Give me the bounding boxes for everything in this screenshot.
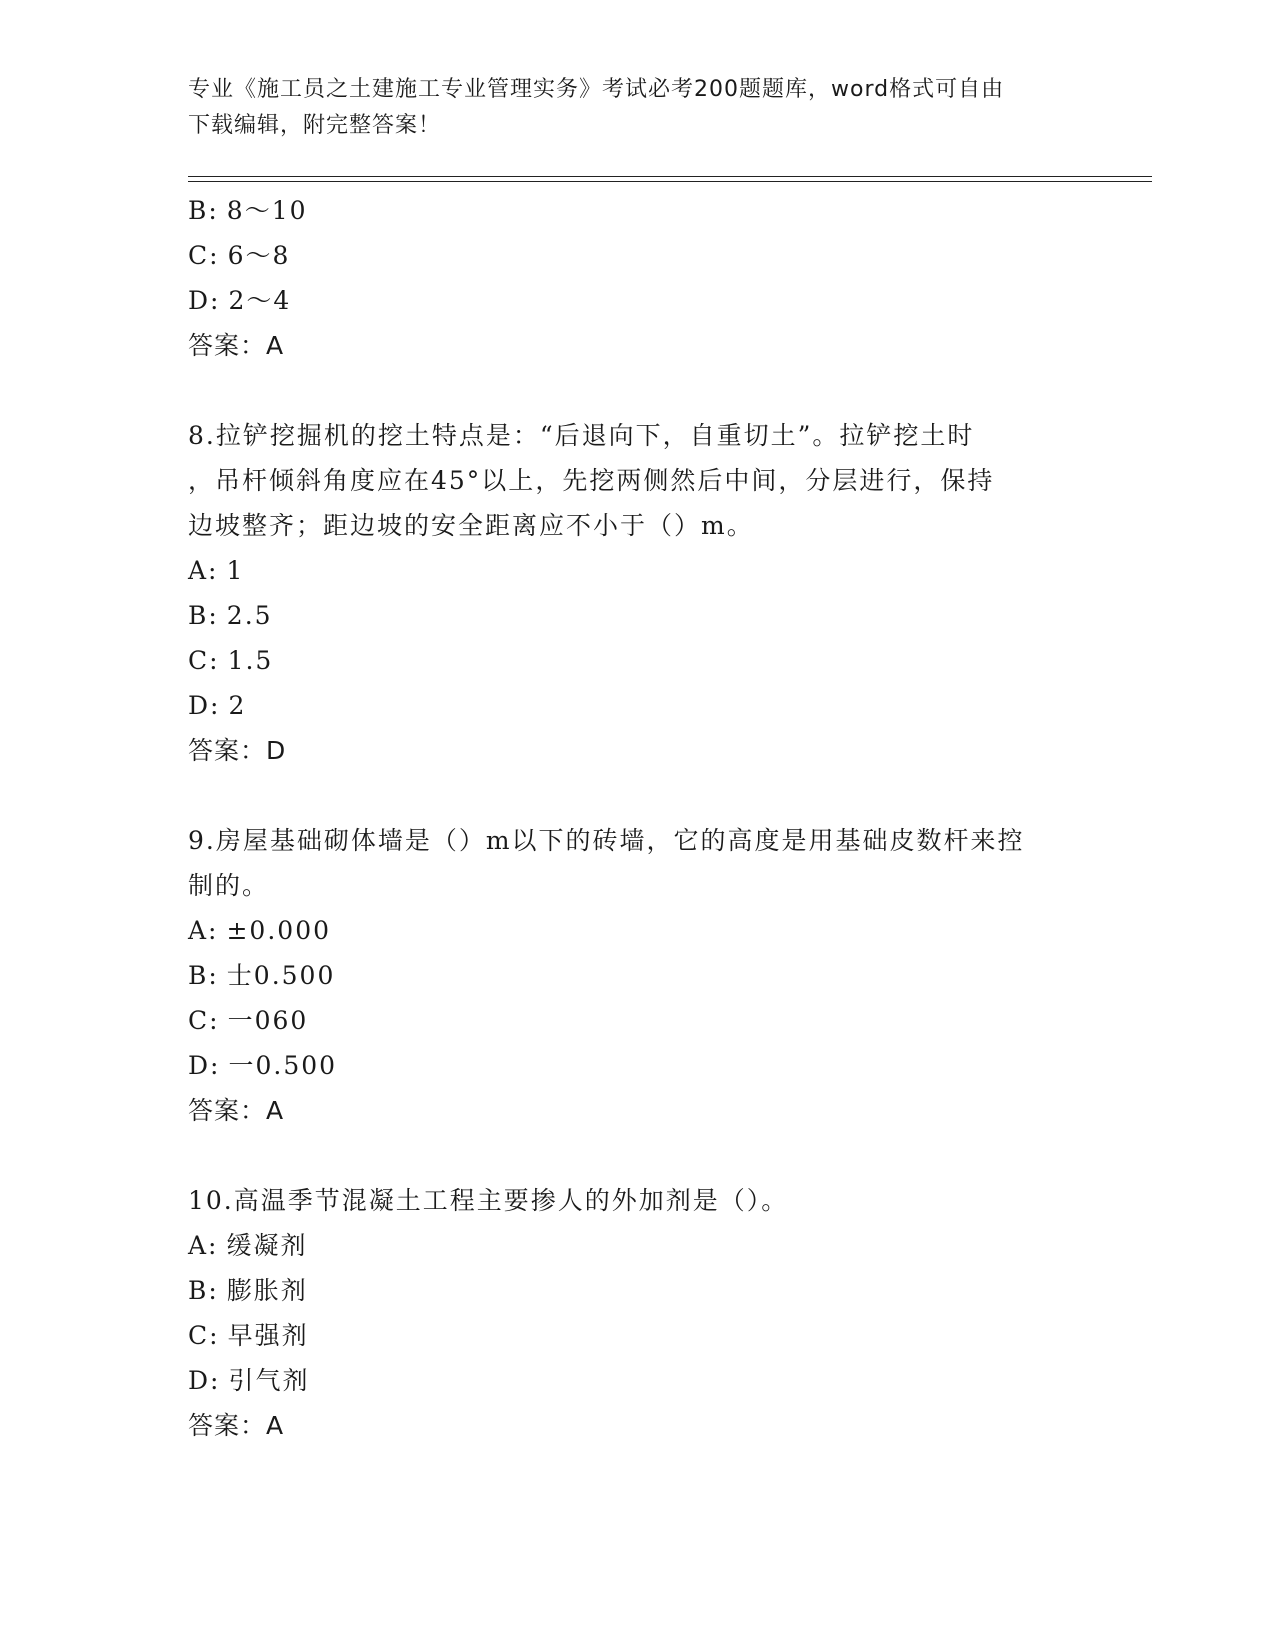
question-text-line: ，吊杆倾斜角度应在45°以上，先挖两侧然后中间，分层进行，保持 [188,466,995,495]
option-label: D: [188,286,221,315]
option-row [188,593,1088,638]
option-row [188,998,1088,1043]
option-text: 1.5 [227,646,274,675]
question-list [188,188,1088,1448]
option-text: 8～10 [226,196,308,225]
option-row [188,908,1088,953]
header-line-1: 专业《施工员之土建施工专业管理实务》考试必考200题题库，word格式可自由 [188,77,1005,102]
option-label: A: [188,916,219,945]
option-label: B: [188,1276,219,1305]
question-text-line: 边坡整齐；距边坡的安全距离应不小于（）m。 [188,511,754,540]
answer-line: 答案：D [188,736,287,765]
header-divider-bottom [188,181,1152,182]
option-label: C: [188,1006,220,1035]
option-text: 一060 [227,1006,309,1035]
header-line-2: 下载编辑，附完整答案！ [188,113,442,138]
option-label: A: [188,556,219,585]
option-row [188,188,1088,233]
option-text: 引气剂 [228,1366,310,1395]
option-label: C: [188,1321,220,1350]
spacer [188,368,1088,413]
option-text: 1 [226,556,245,585]
option-row [188,1268,1088,1313]
option-row [188,278,1088,323]
question-text-line: 制的。 [188,871,270,900]
question-10 [188,1178,1088,1448]
question-text [188,413,1088,548]
answer-line: 答案：A [188,1411,285,1440]
question-9 [188,818,1088,1133]
option-label: D: [188,1051,221,1080]
option-label: B: [188,601,219,630]
option-row [188,638,1088,683]
option-text: 缓凝剂 [226,1231,308,1260]
question-text-line: 9.房屋基础砌体墙是（）m以下的砖墙，它的高度是用基础皮数杆来控 [188,826,1025,855]
document-header [188,72,1088,144]
header-divider-top [188,176,1152,177]
answer-line: 答案：A [188,1096,285,1125]
option-row [188,233,1088,278]
option-text: ±0.000 [226,916,332,945]
option-text: 2～4 [228,286,292,315]
option-row [188,1223,1088,1268]
spacer [188,1133,1088,1178]
option-text: 一0.500 [228,1051,338,1080]
option-row [188,1313,1088,1358]
option-row [188,683,1088,728]
option-text: 士0.500 [226,961,336,990]
continued-question [188,188,1088,368]
spacer [188,773,1088,818]
option-label: B: [188,196,219,225]
question-text [188,818,1088,908]
question-text-line: 8.拉铲挖掘机的挖土特点是：“后退向下，自重切土”。拉铲挖土时 [188,421,975,450]
option-row [188,953,1088,998]
option-label: B: [188,961,219,990]
question-text [188,1178,1088,1223]
option-label: D: [188,1366,221,1395]
option-text: 6～8 [227,241,291,270]
option-label: C: [188,241,220,270]
option-row [188,548,1088,593]
option-text: 早强剂 [227,1321,309,1350]
option-text: 2 [228,691,247,720]
option-label: D: [188,691,221,720]
answer-line: 答案：A [188,331,285,360]
option-text: 2.5 [226,601,273,630]
option-row [188,1358,1088,1403]
question-8 [188,413,1088,773]
option-label: A: [188,1231,219,1260]
option-label: C: [188,646,220,675]
option-text: 膨胀剂 [226,1276,308,1305]
option-row [188,1043,1088,1088]
question-text-line: 10.高温季节混凝土工程主要掺人的外加剂是（）。 [188,1186,789,1215]
